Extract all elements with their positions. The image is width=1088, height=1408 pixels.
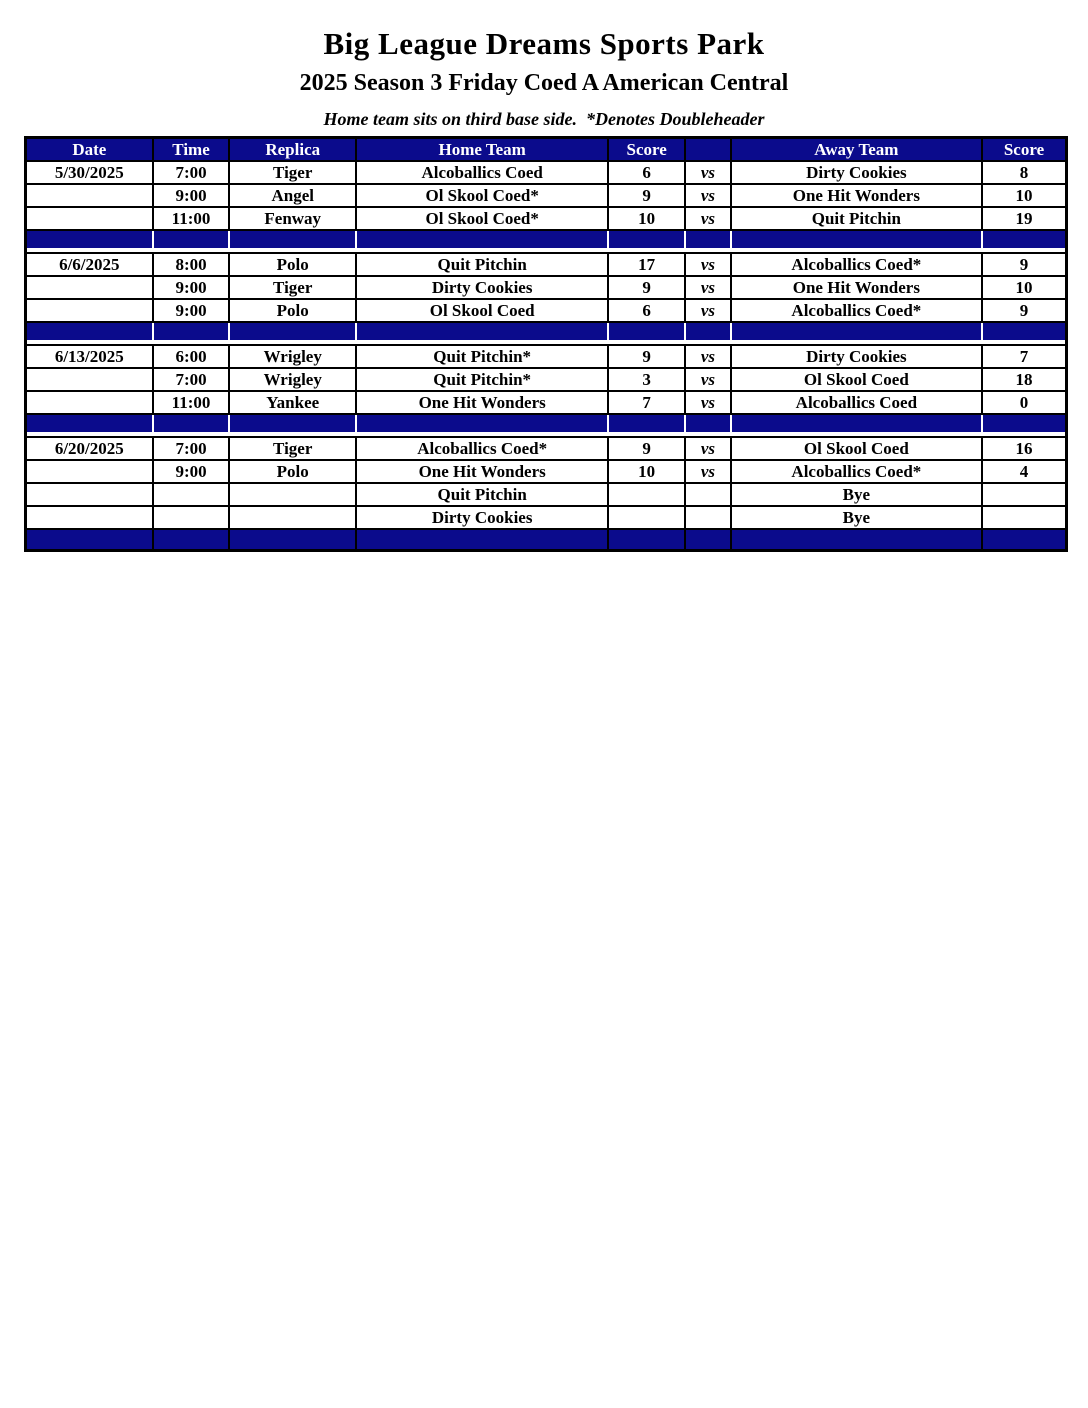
date-cell: 6/13/2025 — [27, 344, 154, 369]
away-team-cell: Ol Skool Coed — [732, 436, 983, 461]
replica-cell: Polo — [230, 461, 357, 484]
home-score-cell: 9 — [609, 436, 686, 461]
separator-cell — [230, 323, 357, 344]
footer-separator-row — [27, 530, 1065, 549]
date-cell — [27, 369, 154, 392]
separator-cell — [27, 231, 154, 252]
away-team-cell: Alcoballics Coed* — [732, 300, 983, 323]
time-cell — [154, 507, 231, 530]
time-cell: 11:00 — [154, 208, 231, 231]
separator-cell — [609, 231, 686, 252]
table-row — [27, 252, 1065, 277]
date-cell — [27, 461, 154, 484]
vs-cell: vs — [686, 300, 732, 323]
separator-cell — [686, 530, 732, 549]
table-row — [27, 461, 1065, 484]
separator-cell — [357, 530, 609, 549]
col-header-time: Time — [154, 139, 231, 162]
table-row — [27, 507, 1065, 530]
date-cell — [27, 484, 154, 507]
table-row — [27, 436, 1065, 461]
separator-cell — [154, 323, 231, 344]
vs-cell: vs — [686, 461, 732, 484]
time-cell: 7:00 — [154, 162, 231, 185]
vs-cell: vs — [686, 162, 732, 185]
vs-cell: vs — [686, 369, 732, 392]
separator-cell — [357, 415, 609, 436]
home-score-cell: 10 — [609, 208, 686, 231]
separator-cell — [983, 323, 1065, 344]
away-team-cell: Alcoballics Coed — [732, 392, 983, 415]
table-row — [27, 484, 1065, 507]
home-team-cell: Quit Pitchin — [357, 484, 609, 507]
separator-cell — [983, 231, 1065, 252]
home-score-cell — [609, 507, 686, 530]
home-team-cell: One Hit Wonders — [357, 461, 609, 484]
separator-cell — [154, 530, 231, 549]
header-row — [27, 139, 1065, 162]
away-score-cell — [983, 484, 1065, 507]
replica-cell: Angel — [230, 185, 357, 208]
date-cell — [27, 208, 154, 231]
away-score-cell: 9 — [983, 300, 1065, 323]
home-score-cell: 9 — [609, 185, 686, 208]
separator-cell — [357, 323, 609, 344]
separator-cell — [27, 530, 154, 549]
separator-cell — [357, 231, 609, 252]
home-team-cell: Quit Pitchin* — [357, 369, 609, 392]
home-score-cell: 10 — [609, 461, 686, 484]
replica-cell: Polo — [230, 300, 357, 323]
away-team-cell: Bye — [732, 507, 983, 530]
date-cell: 6/6/2025 — [27, 252, 154, 277]
home-team-cell: Ol Skool Coed* — [357, 208, 609, 231]
home-team-cell: Quit Pitchin* — [357, 344, 609, 369]
time-cell: 8:00 — [154, 252, 231, 277]
home-score-cell — [609, 484, 686, 507]
separator-cell — [609, 530, 686, 549]
away-team-cell: Quit Pitchin — [732, 208, 983, 231]
col-header-home-score: Score — [609, 139, 686, 162]
replica-cell: Polo — [230, 252, 357, 277]
away-score-cell: 8 — [983, 162, 1065, 185]
home-score-cell: 6 — [609, 300, 686, 323]
replica-cell: Tiger — [230, 162, 357, 185]
home-team-cell: Dirty Cookies — [357, 507, 609, 530]
col-header-date: Date — [27, 139, 154, 162]
away-score-cell — [983, 507, 1065, 530]
time-cell: 6:00 — [154, 344, 231, 369]
away-team-cell: Ol Skool Coed — [732, 369, 983, 392]
replica-cell: Yankee — [230, 392, 357, 415]
table-row — [27, 369, 1065, 392]
replica-cell: Wrigley — [230, 369, 357, 392]
time-cell: 11:00 — [154, 392, 231, 415]
away-score-cell: 7 — [983, 344, 1065, 369]
separator-cell — [154, 231, 231, 252]
time-cell: 7:00 — [154, 436, 231, 461]
table-row — [27, 392, 1065, 415]
home-score-cell: 9 — [609, 344, 686, 369]
home-score-cell: 6 — [609, 162, 686, 185]
home-team-cell: Alcoballics Coed — [357, 162, 609, 185]
replica-cell: Wrigley — [230, 344, 357, 369]
replica-cell: Fenway — [230, 208, 357, 231]
away-score-cell: 18 — [983, 369, 1065, 392]
home-team-cell: Quit Pitchin — [357, 252, 609, 277]
replica-cell: Tiger — [230, 436, 357, 461]
table-row — [27, 300, 1065, 323]
schedule-table — [27, 139, 1065, 549]
schedule-note: Home team sits on third base side. *Denotes Doubleheader — [323, 109, 765, 129]
away-team-cell: Dirty Cookies — [732, 344, 983, 369]
separator-cell — [230, 231, 357, 252]
date-cell — [27, 507, 154, 530]
vs-cell — [686, 484, 732, 507]
time-cell: 9:00 — [154, 277, 231, 300]
col-header-away-team: Away Team — [732, 139, 983, 162]
col-header-replica: Replica — [230, 139, 357, 162]
separator-cell — [686, 231, 732, 252]
replica-cell: Tiger — [230, 277, 357, 300]
separator-cell — [983, 530, 1065, 549]
vs-cell: vs — [686, 185, 732, 208]
separator-cell — [27, 323, 154, 344]
separator-row — [27, 231, 1065, 252]
away-team-cell: Alcoballics Coed* — [732, 252, 983, 277]
away-score-cell: 10 — [983, 185, 1065, 208]
vs-cell: vs — [686, 436, 732, 461]
separator-cell — [230, 415, 357, 436]
home-score-cell: 17 — [609, 252, 686, 277]
table-row — [27, 208, 1065, 231]
separator-cell — [732, 231, 983, 252]
away-team-cell: One Hit Wonders — [732, 185, 983, 208]
separator-cell — [732, 323, 983, 344]
away-score-cell: 10 — [983, 277, 1065, 300]
date-cell — [27, 277, 154, 300]
vs-cell: vs — [686, 392, 732, 415]
time-cell: 9:00 — [154, 461, 231, 484]
home-team-cell: Ol Skool Coed — [357, 300, 609, 323]
home-team-cell: Alcoballics Coed* — [357, 436, 609, 461]
vs-cell: vs — [686, 277, 732, 300]
home-score-cell: 9 — [609, 277, 686, 300]
away-score-cell: 9 — [983, 252, 1065, 277]
vs-cell: vs — [686, 252, 732, 277]
table-row — [27, 162, 1065, 185]
replica-cell — [230, 507, 357, 530]
page-title: Big League Dreams Sports Park — [323, 26, 765, 61]
date-cell: 6/20/2025 — [27, 436, 154, 461]
separator-cell — [686, 323, 732, 344]
replica-cell — [230, 484, 357, 507]
away-score-cell: 4 — [983, 461, 1065, 484]
separator-cell — [732, 415, 983, 436]
time-cell: 9:00 — [154, 300, 231, 323]
separator-cell — [230, 530, 357, 549]
table-row — [27, 185, 1065, 208]
home-team-cell: One Hit Wonders — [357, 392, 609, 415]
separator-row — [27, 415, 1065, 436]
table-row — [27, 277, 1065, 300]
time-cell — [154, 484, 231, 507]
separator-cell — [609, 323, 686, 344]
away-team-cell: Bye — [732, 484, 983, 507]
home-score-cell: 3 — [609, 369, 686, 392]
home-score-cell: 7 — [609, 392, 686, 415]
away-score-cell: 19 — [983, 208, 1065, 231]
date-cell — [27, 185, 154, 208]
separator-row — [27, 323, 1065, 344]
vs-cell — [686, 507, 732, 530]
vs-cell: vs — [686, 208, 732, 231]
vs-cell: vs — [686, 344, 732, 369]
date-cell — [27, 392, 154, 415]
separator-cell — [686, 415, 732, 436]
separator-cell — [27, 415, 154, 436]
col-header-vs — [686, 139, 732, 162]
page-subtitle: 2025 Season 3 Friday Coed A American Central — [299, 70, 789, 96]
date-cell: 5/30/2025 — [27, 162, 154, 185]
away-team-cell: One Hit Wonders — [732, 277, 983, 300]
separator-cell — [732, 530, 983, 549]
col-header-away-score: Score — [983, 139, 1065, 162]
home-team-cell: Ol Skool Coed* — [357, 185, 609, 208]
away-score-cell: 0 — [983, 392, 1065, 415]
home-team-cell: Dirty Cookies — [357, 277, 609, 300]
col-header-home-team: Home Team — [357, 139, 609, 162]
separator-cell — [983, 415, 1065, 436]
away-team-cell: Dirty Cookies — [732, 162, 983, 185]
away-team-cell: Alcoballics Coed* — [732, 461, 983, 484]
time-cell: 7:00 — [154, 369, 231, 392]
away-score-cell: 16 — [983, 436, 1065, 461]
separator-cell — [154, 415, 231, 436]
schedule-table-container — [24, 136, 1068, 552]
table-row — [27, 344, 1065, 369]
date-cell — [27, 300, 154, 323]
separator-cell — [609, 415, 686, 436]
time-cell: 9:00 — [154, 185, 231, 208]
